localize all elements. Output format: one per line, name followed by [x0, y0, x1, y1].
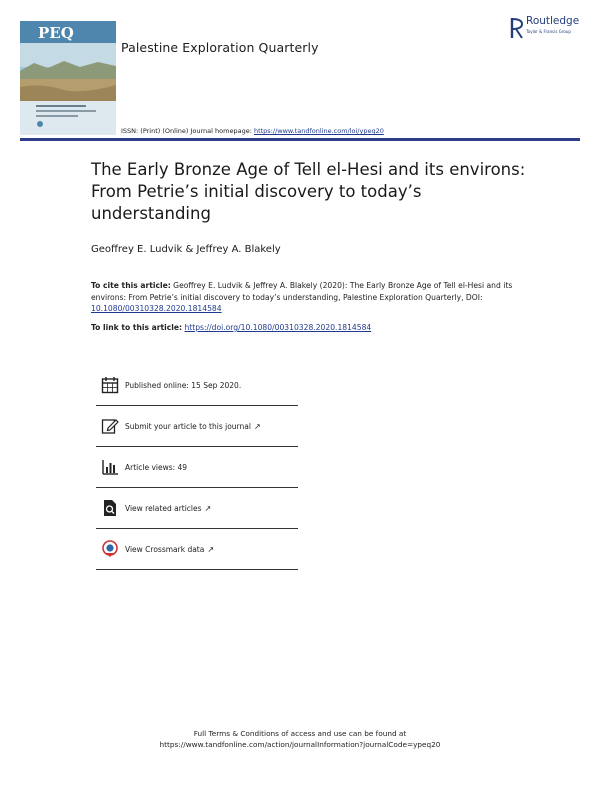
issn-label: ISSN: (Print) (Online) Journal homepage: [121, 127, 252, 135]
cover-title: PEQ [38, 24, 74, 42]
submit-article-row[interactable] [96, 406, 298, 447]
related-articles-link[interactable]: View related articles [125, 503, 202, 513]
article-url-link[interactable]: https://doi.org/10.1080/00310328.2020.1814584 [184, 323, 372, 332]
article-title: The Early Bronze Age of Tell el-Hesi and its environs: From Petrie’s initial discovery to today’s understanding [91, 160, 526, 223]
cite-label: To cite this article: [91, 281, 171, 290]
crossmark-link[interactable]: View Crossmark data [125, 544, 205, 554]
citation-block [91, 280, 521, 315]
related-articles-row[interactable] [96, 488, 298, 529]
header-rule [20, 138, 580, 141]
journal-name[interactable]: Palestine Exploration Quarterly [121, 40, 319, 55]
external-link-icon: ↗ [207, 544, 215, 554]
journal-homepage-link[interactable]: https://www.tandfonline.com/loi/ypeq20 [253, 127, 384, 135]
submit-article-link[interactable]: Submit your article to this journal [125, 421, 251, 431]
edit-icon [100, 416, 120, 436]
article-link-line [91, 323, 371, 332]
article-authors: Geoffrey E. Ludvik & Jeffrey A. Blakely [91, 244, 281, 255]
footer-terms-text: Full Terms & Conditions of access and use can be found at [193, 729, 407, 738]
publisher-tagline: Taylor & Francis Group [526, 29, 571, 34]
crossmark-row[interactable] [96, 529, 298, 570]
bar-chart-icon [100, 457, 120, 477]
issn-line [121, 127, 384, 135]
publisher-name: Routledge [526, 15, 580, 27]
footer [0, 728, 600, 750]
footer-terms-link[interactable]: https://www.tandfonline.com/action/journalInformation?journalCode=ypeq20 [159, 740, 441, 749]
published-row [96, 365, 298, 406]
routledge-r-icon [510, 17, 524, 39]
calendar-icon [100, 375, 120, 395]
document-search-icon [100, 498, 120, 518]
published-date: Published online: 15 Sep 2020. [125, 380, 242, 390]
doi-link[interactable]: 10.1080/00310328.2020.1814584 [91, 304, 222, 313]
routledge-logo [510, 15, 590, 43]
article-views: Article views: 49 [125, 462, 188, 472]
link-label: To link to this article: [91, 323, 183, 332]
external-link-icon: ↗ [253, 421, 261, 431]
cite-text: Geoffrey E. Ludvik & Jeffrey A. Blakely (2020): The Early Bronze Age of Tell el-Hesi and its environs: From Petrie’s initial discovery to today’s understanding, Palestine Exploration Quarterly, DOI: [91, 281, 513, 302]
external-link-icon: ↗ [204, 503, 212, 513]
journal-cover [20, 21, 116, 135]
article-views-row [96, 447, 298, 488]
article-info-list [96, 365, 298, 570]
crossmark-icon [100, 539, 120, 559]
